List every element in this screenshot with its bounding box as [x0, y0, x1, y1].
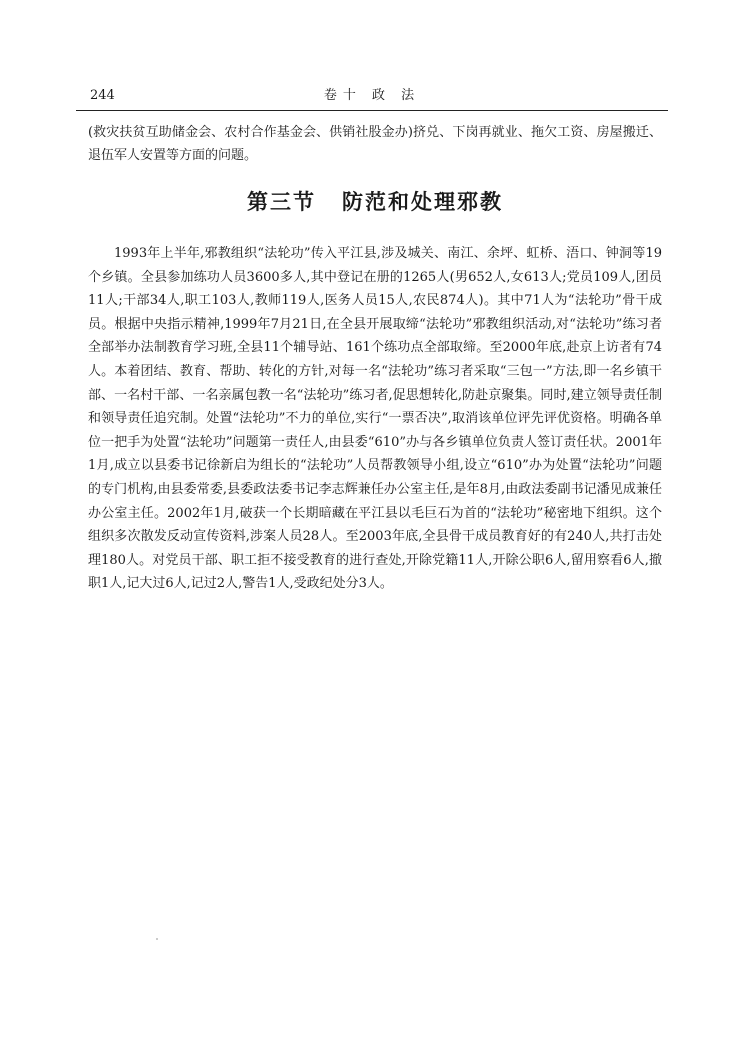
body-paragraph: 1993年上半年,邪教组织“法轮功”传入平江县,涉及城关、南江、余坪、虹桥、浯口、钟洞等19个乡镇。全县参加练功人员3600多人,其中登记在册的1265人(男652人,女613人;党员109人,团员11人;干部34人,职工103人,教师119人,医务人员15人,农民874人)。其中71人为“法轮功”骨干成员。根据中央指示精神,1999年7月21日,在全县开展取缔“法轮功”邪教组织活动,对“法轮功”练习者全部举办法制教育学习班,全县11个辅导站、161个练功点全部取缔。至2000年底,赴京上访者有74人。本着团结、教育、帮助、转化的方针,对每一名“法轮功”练习者采取“三包一”方法,即一名乡镇干部、一名村干部、一名亲属包教一名“法轮功”练习者,促思想转化,防赴京聚集。同时,建立领导责任制和领导责任追究制。处置“法轮功”不力的单位,实行“一票否决”,取消该单位评先评优资格。明确各单位一把手为处置“法轮功”问题第一责任人,由县委“610”办与各乡镇单位负责人签订责任状。2001年1月,成立以县委书记徐新启为组长的“法轮功”人员帮教领导小组,设立“610”办为处置“法轮功”问题的专门机构,由县委常委,县委政法委书记李志辉兼任办公室主任,是年8月,由政法委副书记潘见成兼任办公室主任。2002年1月,破获一个长期暗藏在平江县以毛巨石为首的“法轮功”秘密地下组织。这个组织多次散发反动宣传资料,涉案人员28人。至2003年底,全县骨干成员教育好的有240人,共打击处理180人。对党员干部、职工拒不接受教育的进行查处,开除党籍11人,开除公职6人,留用察看6人,撤职1人,记大过6人,记过2人,警告1人,受政纪处分3人。 [88, 246, 662, 592]
section-body [88, 242, 662, 596]
scan-speck [156, 938, 158, 940]
page-number: 244 [90, 88, 115, 103]
running-title: 卷十 政 法 [323, 88, 421, 103]
section-number: 第三节 [247, 190, 316, 214]
continued-text [88, 121, 662, 167]
page-header [76, 88, 668, 111]
continued-paragraph: (救灾扶贫互助储金会、农村合作基金会、供销社股金办)挤兑、下岗再就业、拖欠工资、房屋搬迁、退伍军人安置等方面的问题。 [88, 125, 662, 163]
section-heading [0, 186, 750, 216]
section-title: 防范和处理邪教 [342, 190, 503, 214]
